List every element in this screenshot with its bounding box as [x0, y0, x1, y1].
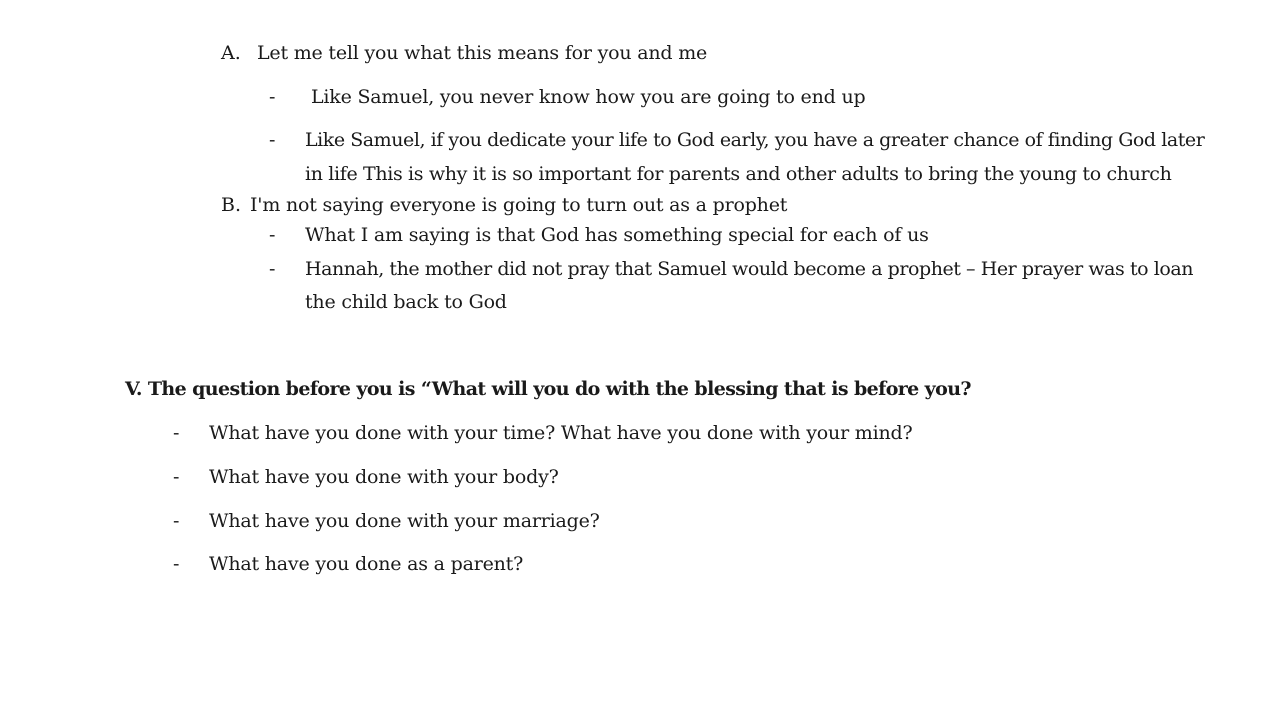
section-v-bullet-2: What have you done with your body?	[209, 466, 559, 488]
bullet-dash: -	[173, 422, 180, 444]
section-b-bullet-2-line-2: the child back to God	[305, 291, 507, 313]
bullet-dash: -	[269, 86, 276, 108]
section-b-bullet-1: What I am saying is that God has something special for each of us	[305, 224, 929, 246]
bullet-dash: -	[173, 553, 180, 575]
bullet-dash: -	[269, 258, 276, 280]
section-v-bullet-1: What have you done with your time? What have you done with your mind?	[209, 422, 913, 444]
section-b-marker: B.	[221, 194, 242, 216]
section-a-marker: A.	[221, 42, 241, 64]
section-v-heading: V. The question before you is “What will you do with the blessing that is before you?	[125, 378, 971, 400]
section-a-bullet-2-line-2: in life This is why it is so important for parents and other adults to bring the young to church	[305, 163, 1172, 185]
section-a-bullet-1: Like Samuel, you never know how you are going to end up	[311, 86, 866, 108]
section-b-bullet-2-line-1: Hannah, the mother did not pray that Samuel would become a prophet – Her prayer was to loan	[305, 258, 1193, 280]
bullet-dash: -	[173, 510, 180, 532]
section-a-bullet-2-line-1: Like Samuel, if you dedicate your life to God early, you have a greater chance of finding God later	[305, 129, 1205, 151]
bullet-dash: -	[269, 224, 276, 246]
bullet-dash: -	[269, 129, 276, 151]
section-v-bullet-3: What have you done with your marriage?	[209, 510, 600, 532]
section-a-text: Let me tell you what this means for you and me	[257, 42, 708, 64]
bullet-dash: -	[173, 466, 180, 488]
section-v-bullet-4: What have you done as a parent?	[209, 553, 524, 575]
section-b-text: I'm not saying everyone is going to turn out as a prophet	[250, 194, 788, 216]
